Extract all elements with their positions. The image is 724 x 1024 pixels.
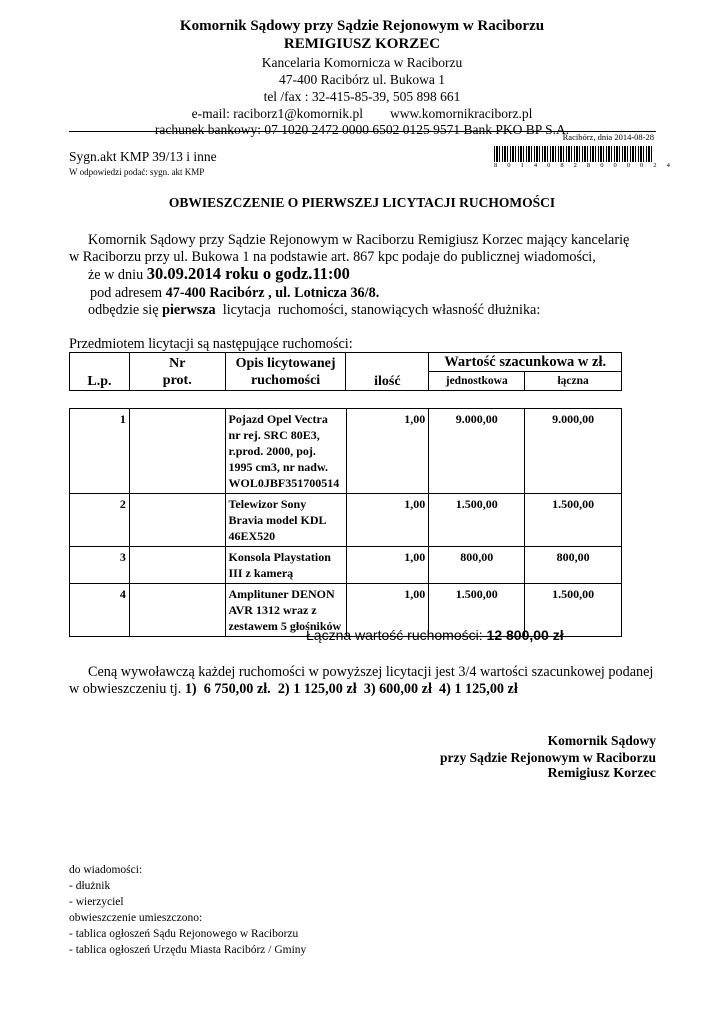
item-lp: 3 <box>70 547 130 584</box>
office-title: Komornik Sądowy przy Sądzie Rejonowym w Raciborzu <box>179 18 545 34</box>
item-desc: Pojazd Opel Vectra nr rej. SRC 80E3, r.prod. 2000, poj. 1995 cm3, nr nadw. WOL0JBF351700514 <box>225 409 346 494</box>
total-value: 12 800,00 zł <box>486 627 564 643</box>
phone-line: tel /fax : 32-415-85-39, 505 898 661 <box>263 89 461 104</box>
item-desc: Telewizor Sony Bravia model KDL 46EX520 <box>225 494 346 547</box>
item-nr <box>129 409 225 494</box>
auction-address-line <box>90 285 379 302</box>
footer-line: obwieszczenie umieszczono: <box>69 912 203 924</box>
occurs-prefix: odbędzie się <box>88 302 163 318</box>
auction-round: pierwsza <box>162 302 216 318</box>
footer-line: - tablica ogłoszeń Sądu Rejonowego w Raciborzu <box>69 928 299 940</box>
item-lp: 1 <box>70 409 130 494</box>
body-line-2: w Raciborzu przy ul. Bukowa 1 na podstawie art. 867 kpc podaje do publicznej wiadomości, <box>69 249 596 265</box>
email-line: e-mail: raciborz1@komornik.pl www.komornikraciborz.pl <box>191 106 533 121</box>
subject-intro: Przedmiotem licytacji są następujące ruchomości: <box>69 336 353 352</box>
item-total-value: 1.500,00 <box>525 494 622 547</box>
bank-line: rachunek bankowy: 07 1020 2472 0000 6502 0125 9571 Bank PKO BP S.A. <box>154 122 570 137</box>
price-line-1: Ceną wywoławczą każdej ruchomości w powyższej licytacji jest 3/4 wartości szacunkowej podanej <box>88 664 654 680</box>
price-line-2 <box>69 681 518 698</box>
date-prefix: że w dniu <box>88 267 147 283</box>
auction-date-line <box>88 264 350 284</box>
item-nr <box>129 547 225 584</box>
chancellery-line: Kancelaria Komornicza w Raciborzu <box>261 55 463 70</box>
header-total: łączna <box>525 372 622 391</box>
starting-prices: 1) 6 750,00 zł. 2) 1 125,00 zł 3) 600,00 zł 4) 1 125,00 zł <box>184 681 518 697</box>
items-table-header <box>69 352 622 391</box>
total-label: Łączna wartość ruchomości: <box>306 627 487 643</box>
header-qty: ilość <box>346 353 429 391</box>
item-unit-value: 1.500,00 <box>429 584 525 637</box>
header-desc-bottom: ruchomości <box>225 372 346 391</box>
case-reference: Sygn.akt KMP 39/13 i inne <box>69 149 217 164</box>
signature-name: Remigiusz Korzec <box>547 766 656 781</box>
signature-court: przy Sądzie Rejonowym w Raciborzu <box>440 750 656 765</box>
total-value-line <box>306 627 564 643</box>
occurs-suffix: licytacja ruchomości, stanowiących własność dłużnika: <box>215 302 541 318</box>
bailiff-name: REMIGIUSZ KORZEC <box>283 36 441 52</box>
address-line: 47-400 Racibórz ul. Bukowa 1 <box>278 72 446 87</box>
item-qty: 1,00 <box>346 547 429 584</box>
item-qty: 1,00 <box>346 494 429 547</box>
table-row <box>70 409 622 494</box>
auction-date: 30.09.2014 roku o godz.11:00 <box>146 264 350 283</box>
reply-note: W odpowiedzi podać: sygn. akt KMP <box>69 167 205 177</box>
item-unit-value: 1.500,00 <box>429 494 525 547</box>
footer-line: do wiadomości: <box>69 864 143 876</box>
item-unit-value: 9.000,00 <box>429 409 525 494</box>
auction-address: 47-400 Racibórz , ul. Lotnicza 36/8. <box>165 285 380 301</box>
header-desc-top: Opis licytowanej <box>225 353 346 372</box>
header-nr-bottom: prot. <box>129 372 225 391</box>
header-nr-top: Nr <box>129 353 225 372</box>
item-lp: 4 <box>70 584 130 637</box>
item-total-value: 1.500,00 <box>525 584 622 637</box>
item-total-value: 800,00 <box>525 547 622 584</box>
header-lp: L.p. <box>70 353 130 391</box>
item-qty: 1,00 <box>346 409 429 494</box>
item-lp: 2 <box>70 494 130 547</box>
price-prefix: w obwieszczeniu tj. <box>69 681 185 697</box>
table-row <box>70 547 622 584</box>
items-table <box>69 408 622 637</box>
footer-line: - wierzyciel <box>69 896 124 908</box>
item-unit-value: 800,00 <box>429 547 525 584</box>
item-nr <box>129 584 225 637</box>
barcode <box>494 146 654 162</box>
signature-title: Komornik Sądowy <box>547 733 656 748</box>
item-desc: Amplituner DENON AVR 1312 wraz z zestawem 5 głośników <box>225 584 346 637</box>
item-qty: 1,00 <box>346 584 429 637</box>
footer-line: - tablica ogłoszeń Urzędu Miasta Racibórz / Gminy <box>69 944 307 956</box>
place-date: Racibórz, dnia 2014-08-28 <box>562 132 654 142</box>
body-line-1: Komornik Sądowy przy Sądzie Rejonowym w Raciborzu Remigiusz Korzec mający kancelarię <box>88 232 630 248</box>
auction-type-line <box>88 302 540 319</box>
item-nr <box>129 494 225 547</box>
header-value-group: Wartość szacunkowa w zł. <box>429 353 622 372</box>
footer-line: - dłużnik <box>69 880 111 892</box>
item-total-value: 9.000,00 <box>525 409 622 494</box>
document-title: OBWIESZCZENIE O PIERWSZEJ LICYTACJI RUCHOMOŚCI <box>168 195 556 210</box>
address-prefix: pod adresem <box>90 285 166 301</box>
item-desc: Konsola Playstation III z kamerą <box>225 547 346 584</box>
table-row <box>70 494 622 547</box>
header-unit: jednostkowa <box>429 372 525 391</box>
barcode-digits: 8 0 1 4 0 8 2 8 0 0 0 0 2 4 <box>494 162 675 169</box>
